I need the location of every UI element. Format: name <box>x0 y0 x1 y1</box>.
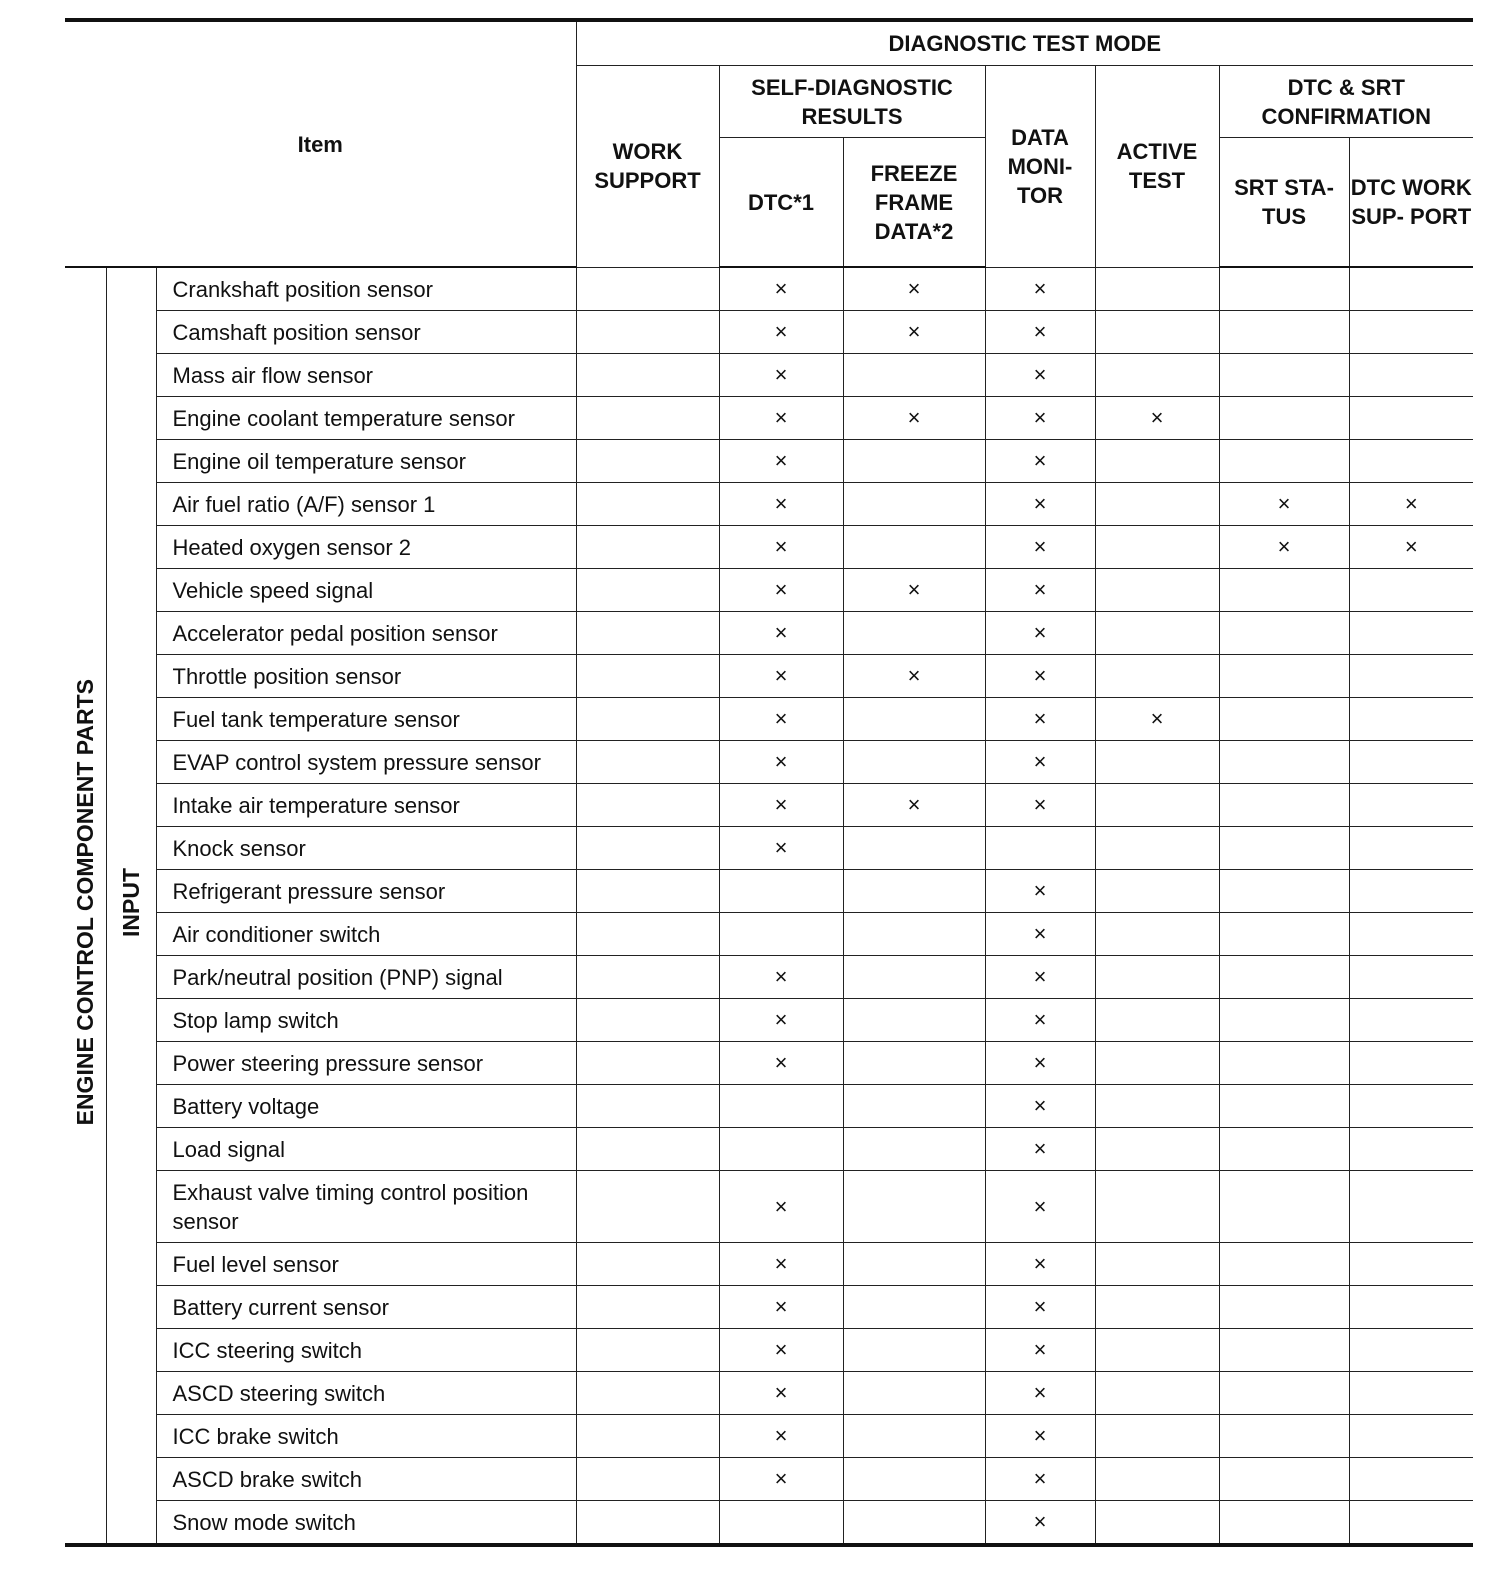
srt-status-cell <box>1219 1458 1349 1501</box>
group-label-cell <box>65 267 106 1545</box>
freeze-frame-cell <box>843 1085 985 1128</box>
freeze-frame-cell <box>843 999 985 1042</box>
active-test-cell <box>1095 1171 1219 1243</box>
data-monitor-cell: × <box>985 956 1095 999</box>
freeze-frame-cell <box>843 1329 985 1372</box>
dtc-work-support-cell <box>1349 1415 1473 1458</box>
freeze-frame-cell <box>843 440 985 483</box>
active-test-cell <box>1095 267 1219 311</box>
freeze-frame-cell <box>843 741 985 784</box>
freeze-frame-cell <box>843 1458 985 1501</box>
freeze-frame-cell <box>843 956 985 999</box>
active-test-cell <box>1095 956 1219 999</box>
srt-status-cell <box>1219 913 1349 956</box>
dtc-work-support-cell <box>1349 827 1473 870</box>
work-support-cell <box>576 1128 719 1171</box>
table-row <box>65 1085 1473 1128</box>
item-name-cell: Battery current sensor <box>156 1286 576 1329</box>
srt-status-cell <box>1219 1042 1349 1085</box>
item-name-cell: Knock sensor <box>156 827 576 870</box>
item-name-cell: Vehicle speed signal <box>156 569 576 612</box>
table-row <box>65 784 1473 827</box>
dtc1-cell: × <box>719 956 843 999</box>
srt-status-cell <box>1219 698 1349 741</box>
dtc1-cell <box>719 1501 843 1546</box>
table-row <box>65 354 1473 397</box>
work-support-cell <box>576 311 719 354</box>
dtc1-cell: × <box>719 267 843 311</box>
active-test-cell <box>1095 569 1219 612</box>
item-name-cell: Stop lamp switch <box>156 999 576 1042</box>
item-name-cell: Engine oil temperature sensor <box>156 440 576 483</box>
dtc1-cell: × <box>719 1372 843 1415</box>
work-support-cell <box>576 1372 719 1415</box>
dtc1-cell: × <box>719 526 843 569</box>
data-monitor-cell: × <box>985 483 1095 526</box>
dtc1-cell <box>719 1085 843 1128</box>
work-support-cell <box>576 1042 719 1085</box>
active-test-cell <box>1095 526 1219 569</box>
dtc-work-support-cell <box>1349 1458 1473 1501</box>
data-monitor-cell: × <box>985 1286 1095 1329</box>
data-monitor-cell: × <box>985 698 1095 741</box>
dtc-work-support-cell <box>1349 1329 1473 1372</box>
dtc1-cell <box>719 913 843 956</box>
dtc-work-support-cell <box>1349 784 1473 827</box>
data-monitor-cell: × <box>985 870 1095 913</box>
data-monitor-cell <box>985 827 1095 870</box>
work-support-cell <box>576 1415 719 1458</box>
table-row <box>65 1286 1473 1329</box>
srt-status-cell <box>1219 741 1349 784</box>
srt-status-cell <box>1219 784 1349 827</box>
work-support-cell <box>576 870 719 913</box>
dtc-work-support-cell <box>1349 267 1473 311</box>
dtc-work-support-cell <box>1349 870 1473 913</box>
table-row <box>65 1458 1473 1501</box>
dtc-work-support-cell: × <box>1349 526 1473 569</box>
work-support-cell <box>576 1458 719 1501</box>
work-support-cell <box>576 698 719 741</box>
freeze-frame-cell <box>843 526 985 569</box>
table-row <box>65 483 1473 526</box>
data-monitor-cell: × <box>985 913 1095 956</box>
data-monitor-cell: × <box>985 397 1095 440</box>
item-name-cell: ASCD brake switch <box>156 1458 576 1501</box>
active-test-cell <box>1095 784 1219 827</box>
dtc1-cell: × <box>719 1329 843 1372</box>
item-name-cell: EVAP control system pressure sensor <box>156 741 576 784</box>
work-support-cell <box>576 655 719 698</box>
srt-status-cell <box>1219 267 1349 311</box>
srt-status-cell <box>1219 655 1349 698</box>
table-body <box>65 267 1473 1545</box>
freeze-frame-cell <box>843 1042 985 1085</box>
work-support-cell <box>576 1329 719 1372</box>
data-monitor-cell: × <box>985 526 1095 569</box>
dtc-work-support-cell <box>1349 612 1473 655</box>
work-support-cell <box>576 1085 719 1128</box>
active-test-cell <box>1095 354 1219 397</box>
freeze-frame-cell: × <box>843 397 985 440</box>
data-monitor-header: DATA MONI- TOR <box>985 66 1095 268</box>
item-name-cell: ICC brake switch <box>156 1415 576 1458</box>
work-support-cell <box>576 526 719 569</box>
data-monitor-cell: × <box>985 612 1095 655</box>
data-monitor-cell: × <box>985 1085 1095 1128</box>
active-test-cell <box>1095 1458 1219 1501</box>
table-row <box>65 1329 1473 1372</box>
item-name-cell: ICC steering switch <box>156 1329 576 1372</box>
table-row <box>65 1372 1473 1415</box>
dtc-work-support-cell <box>1349 741 1473 784</box>
active-test-cell: × <box>1095 397 1219 440</box>
freeze-frame-cell: × <box>843 569 985 612</box>
srt-status-cell <box>1219 999 1349 1042</box>
item-name-cell: Heated oxygen sensor 2 <box>156 526 576 569</box>
subgroup-label: INPUT <box>117 868 144 937</box>
active-test-cell <box>1095 913 1219 956</box>
freeze-frame-cell <box>843 483 985 526</box>
active-test-cell <box>1095 1372 1219 1415</box>
item-name-cell: Camshaft position sensor <box>156 311 576 354</box>
active-test-cell: × <box>1095 698 1219 741</box>
freeze-frame-cell <box>843 1243 985 1286</box>
freeze-frame-cell: × <box>843 311 985 354</box>
work-support-cell <box>576 397 719 440</box>
data-monitor-cell: × <box>985 1042 1095 1085</box>
dtc1-cell: × <box>719 1243 843 1286</box>
dtc1-cell: × <box>719 741 843 784</box>
srt-status-cell <box>1219 440 1349 483</box>
item-name-cell: Power steering pressure sensor <box>156 1042 576 1085</box>
dtc1-cell: × <box>719 999 843 1042</box>
table-row <box>65 526 1473 569</box>
dtc-work-support-cell <box>1349 1171 1473 1243</box>
work-support-cell <box>576 741 719 784</box>
work-support-cell <box>576 267 719 311</box>
table-row <box>65 1501 1473 1546</box>
work-support-cell <box>576 827 719 870</box>
table-row <box>65 698 1473 741</box>
dtc-work-support-cell <box>1349 1286 1473 1329</box>
item-name-cell: Fuel level sensor <box>156 1243 576 1286</box>
dtc1-header: DTC*1 <box>719 138 843 268</box>
data-monitor-cell: × <box>985 311 1095 354</box>
srt-status-cell: × <box>1219 483 1349 526</box>
dtc-work-support-cell <box>1349 397 1473 440</box>
table-row <box>65 397 1473 440</box>
item-name-cell: Refrigerant pressure sensor <box>156 870 576 913</box>
item-name-cell: Throttle position sensor <box>156 655 576 698</box>
table-row <box>65 999 1473 1042</box>
dtc1-cell: × <box>719 784 843 827</box>
item-name-cell: Air conditioner switch <box>156 913 576 956</box>
item-name-cell: ASCD steering switch <box>156 1372 576 1415</box>
table-row <box>65 741 1473 784</box>
srt-status-header: SRT STA- TUS <box>1219 138 1349 268</box>
work-support-cell <box>576 956 719 999</box>
data-monitor-cell: × <box>985 655 1095 698</box>
diagnostic-mode-table-container <box>65 18 1473 1547</box>
work-support-cell <box>576 569 719 612</box>
dtc-work-support-cell <box>1349 440 1473 483</box>
work-support-cell <box>576 612 719 655</box>
dtc-work-support-cell <box>1349 1372 1473 1415</box>
dtc-work-support-cell <box>1349 354 1473 397</box>
work-support-cell <box>576 440 719 483</box>
dtc-work-support-cell <box>1349 1042 1473 1085</box>
table-row <box>65 1243 1473 1286</box>
diagnostic-mode-table <box>65 18 1473 1547</box>
dtc1-cell <box>719 870 843 913</box>
dtc-work-support-cell <box>1349 913 1473 956</box>
freeze-frame-cell <box>843 612 985 655</box>
freeze-frame-data-header: FREEZE FRAME DATA*2 <box>843 138 985 268</box>
dtc1-cell: × <box>719 1458 843 1501</box>
dtc1-cell: × <box>719 569 843 612</box>
item-name-cell: Intake air temperature sensor <box>156 784 576 827</box>
active-test-cell <box>1095 612 1219 655</box>
freeze-frame-cell <box>843 870 985 913</box>
dtc-srt-confirmation-header: DTC & SRT CONFIRMATION <box>1219 66 1473 138</box>
data-monitor-cell: × <box>985 741 1095 784</box>
srt-status-cell <box>1219 1085 1349 1128</box>
dtc1-cell: × <box>719 440 843 483</box>
srt-status-cell <box>1219 1171 1349 1243</box>
data-monitor-cell: × <box>985 1458 1095 1501</box>
data-monitor-cell: × <box>985 1128 1095 1171</box>
freeze-frame-cell: × <box>843 267 985 311</box>
srt-status-cell <box>1219 569 1349 612</box>
table-row <box>65 1171 1473 1243</box>
item-header: Item <box>65 20 576 267</box>
work-support-cell <box>576 483 719 526</box>
active-test-cell <box>1095 1042 1219 1085</box>
item-name-cell: Load signal <box>156 1128 576 1171</box>
item-name-cell: Snow mode switch <box>156 1501 576 1546</box>
active-test-cell <box>1095 483 1219 526</box>
dtc1-cell: × <box>719 827 843 870</box>
dtc-work-support-cell <box>1349 1501 1473 1546</box>
data-monitor-cell: × <box>985 784 1095 827</box>
dtc1-cell: × <box>719 1415 843 1458</box>
dtc-work-support-cell: × <box>1349 483 1473 526</box>
dtc1-cell: × <box>719 612 843 655</box>
work-support-cell <box>576 1171 719 1243</box>
srt-status-cell: × <box>1219 526 1349 569</box>
dtc-work-support-cell <box>1349 311 1473 354</box>
srt-status-cell <box>1219 1243 1349 1286</box>
dtc-work-support-cell <box>1349 999 1473 1042</box>
dtc-work-support-cell <box>1349 569 1473 612</box>
dtc-work-support-cell <box>1349 1243 1473 1286</box>
work-support-cell <box>576 784 719 827</box>
dtc-work-support-cell <box>1349 698 1473 741</box>
dtc1-cell: × <box>719 354 843 397</box>
item-name-cell: Mass air flow sensor <box>156 354 576 397</box>
active-test-cell <box>1095 741 1219 784</box>
group-label: ENGINE CONTROL COMPONENT PARTS <box>71 679 98 1126</box>
srt-status-cell <box>1219 612 1349 655</box>
active-test-cell <box>1095 1415 1219 1458</box>
dtc1-cell: × <box>719 483 843 526</box>
dtc-work-support-cell <box>1349 1128 1473 1171</box>
srt-status-cell <box>1219 1372 1349 1415</box>
dtc1-cell: × <box>719 655 843 698</box>
srt-status-cell <box>1219 1415 1349 1458</box>
active-test-cell <box>1095 1085 1219 1128</box>
dtc1-cell: × <box>719 311 843 354</box>
table-row <box>65 956 1473 999</box>
dtc1-cell: × <box>719 1171 843 1243</box>
table-row <box>65 1415 1473 1458</box>
active-test-cell <box>1095 999 1219 1042</box>
data-monitor-cell: × <box>985 267 1095 311</box>
subgroup-label-cell <box>106 267 156 1545</box>
srt-status-cell <box>1219 956 1349 999</box>
item-name-cell: Park/neutral position (PNP) signal <box>156 956 576 999</box>
data-monitor-cell: × <box>985 1415 1095 1458</box>
item-name-cell: Engine coolant temperature sensor <box>156 397 576 440</box>
freeze-frame-cell <box>843 1501 985 1546</box>
freeze-frame-cell <box>843 698 985 741</box>
table-row <box>65 655 1473 698</box>
item-name-cell: Fuel tank temperature sensor <box>156 698 576 741</box>
data-monitor-cell: × <box>985 1329 1095 1372</box>
active-test-cell <box>1095 440 1219 483</box>
data-monitor-cell: × <box>985 999 1095 1042</box>
work-support-cell <box>576 999 719 1042</box>
freeze-frame-cell <box>843 1171 985 1243</box>
table-row <box>65 827 1473 870</box>
work-support-cell <box>576 1243 719 1286</box>
dtc-work-support-header: DTC WORK SUP- PORT <box>1349 138 1473 268</box>
table-row <box>65 913 1473 956</box>
work-support-cell <box>576 913 719 956</box>
freeze-frame-cell <box>843 827 985 870</box>
table-row <box>65 267 1473 311</box>
active-test-cell <box>1095 1128 1219 1171</box>
data-monitor-cell: × <box>985 1501 1095 1546</box>
srt-status-cell <box>1219 870 1349 913</box>
self-diagnostic-results-header: SELF-DIAGNOSTIC RESULTS <box>719 66 985 138</box>
table-row <box>65 870 1473 913</box>
dtc-work-support-cell <box>1349 655 1473 698</box>
table-row <box>65 612 1473 655</box>
srt-status-cell <box>1219 1329 1349 1372</box>
srt-status-cell <box>1219 1286 1349 1329</box>
data-monitor-cell: × <box>985 569 1095 612</box>
dtc1-cell: × <box>719 397 843 440</box>
table-row <box>65 1042 1473 1085</box>
srt-status-cell <box>1219 354 1349 397</box>
dtc1-cell <box>719 1128 843 1171</box>
freeze-frame-cell <box>843 913 985 956</box>
data-monitor-cell: × <box>985 1171 1095 1243</box>
srt-status-cell <box>1219 397 1349 440</box>
work-support-cell <box>576 1286 719 1329</box>
work-support-cell <box>576 1501 719 1546</box>
active-test-cell <box>1095 1243 1219 1286</box>
freeze-frame-cell <box>843 1286 985 1329</box>
freeze-frame-cell <box>843 1415 985 1458</box>
item-name-cell: Exhaust valve timing control position sensor <box>156 1171 576 1243</box>
table-row <box>65 311 1473 354</box>
dtc-work-support-cell <box>1349 1085 1473 1128</box>
diagnostic-test-mode-header: DIAGNOSTIC TEST MODE <box>576 20 1473 66</box>
active-test-cell <box>1095 827 1219 870</box>
active-test-cell <box>1095 1286 1219 1329</box>
active-test-cell <box>1095 1329 1219 1372</box>
active-test-cell <box>1095 870 1219 913</box>
freeze-frame-cell <box>843 1372 985 1415</box>
item-name-cell: Accelerator pedal position sensor <box>156 612 576 655</box>
dtc1-cell: × <box>719 1042 843 1085</box>
active-test-cell <box>1095 1501 1219 1546</box>
srt-status-cell <box>1219 311 1349 354</box>
item-name-cell: Battery voltage <box>156 1085 576 1128</box>
freeze-frame-cell <box>843 354 985 397</box>
data-monitor-cell: × <box>985 354 1095 397</box>
dtc1-cell: × <box>719 698 843 741</box>
active-test-cell <box>1095 311 1219 354</box>
srt-status-cell <box>1219 1128 1349 1171</box>
srt-status-cell <box>1219 827 1349 870</box>
freeze-frame-cell: × <box>843 784 985 827</box>
data-monitor-cell: × <box>985 1372 1095 1415</box>
active-test-header: ACTIVE TEST <box>1095 66 1219 268</box>
table-header <box>65 20 1473 267</box>
item-name-cell: Air fuel ratio (A/F) sensor 1 <box>156 483 576 526</box>
freeze-frame-cell <box>843 1128 985 1171</box>
dtc-work-support-cell <box>1349 956 1473 999</box>
active-test-cell <box>1095 655 1219 698</box>
work-support-cell <box>576 354 719 397</box>
freeze-frame-cell: × <box>843 655 985 698</box>
table-row <box>65 440 1473 483</box>
table-row <box>65 569 1473 612</box>
item-name-cell: Crankshaft position sensor <box>156 267 576 311</box>
dtc1-cell: × <box>719 1286 843 1329</box>
srt-status-cell <box>1219 1501 1349 1546</box>
work-support-header: WORK SUPPORT <box>576 66 719 268</box>
data-monitor-cell: × <box>985 1243 1095 1286</box>
data-monitor-cell: × <box>985 440 1095 483</box>
table-row <box>65 1128 1473 1171</box>
